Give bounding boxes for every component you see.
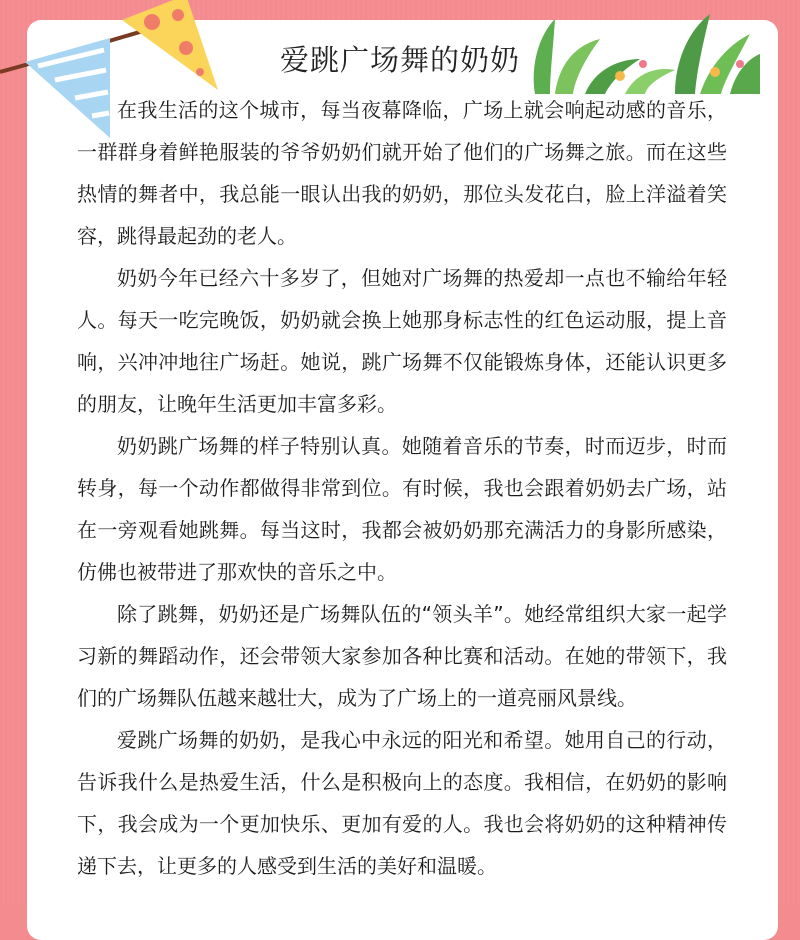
paragraph-1: 在我生活的这个城市，每当夜幕降临，广场上就会响起动感的音乐，一群群身着鲜艳服装的爷爷奶奶们就开始了他们的广场舞之旅。而在这些热情的舞者中，我总能一眼认出我的奶奶，那位头发花白，脸上洋溢着笑容，跳得最起劲的老人。 [77, 98, 727, 248]
paragraph-3: 奶奶跳广场舞的样子特别认真。她随着音乐的节奏，时而迈步，时而转身，每一个动作都做得非常到位。有时候，我也会跟着奶奶去广场，站在一旁观看她跳舞。每当这时，我都会被奶奶那充满活力的身影所感染，仿佛也被带进了那欢快的音乐之中。 [77, 434, 727, 584]
paragraph-5: 爱跳广场舞的奶奶，是我心中永远的阳光和希望。她用自己的行动，告诉我什么是热爱生活，什么是积极向上的态度。我相信，在奶奶的影响下，我会成为一个更加快乐、更加有爱的人。我也会将奶奶的这种精神传递下去，让更多的人感受到生活的美好和温暖。 [77, 728, 727, 878]
paragraph-4: 除了跳舞，奶奶还是广场舞队伍的“领头羊”。她经常组织大家一起学习新的舞蹈动作，还会带领大家参加各种比赛和活动。在她的带领下，我们的广场舞队伍越来越壮大，成为了广场上的一道亮丽风景线。 [77, 602, 727, 710]
paragraph-2: 奶奶今年已经六十多岁了，但她对广场舞的热爱却一点也不输给年轻人。每天一吃完晚饭，奶奶就会换上她那身标志性的红色运动服，提上音响，兴冲冲地往广场赶。她说，跳广场舞不仅能锻炼身体，还能认识更多的朋友，让晚年生活更加丰富多彩。 [77, 266, 727, 416]
article-title: 爱跳广场舞的奶奶 [279, 43, 520, 77]
article-body [77, 89, 727, 887]
